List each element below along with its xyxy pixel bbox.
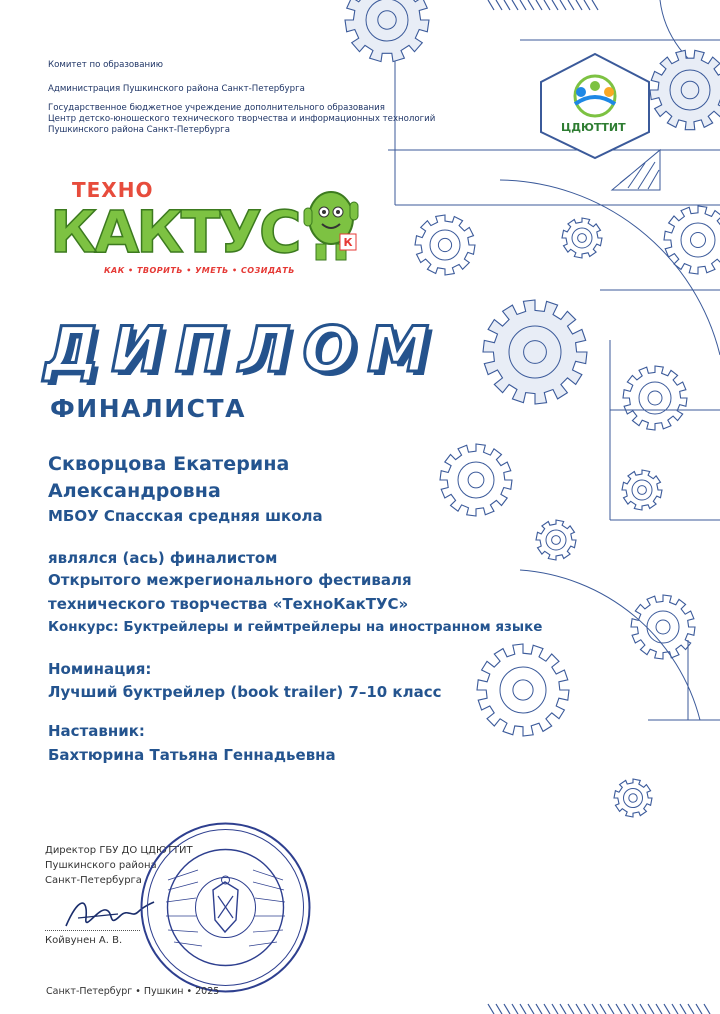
cactus-mascot-icon	[300, 180, 362, 268]
org-logo	[537, 52, 653, 160]
official-stamp	[138, 820, 313, 995]
festival-name-line2: технического творчества «ТехноКакТУС»	[48, 595, 409, 613]
header-institution-line1: Государственное бюджетное учреждение дополнительного образования	[48, 103, 385, 113]
signature-position-line1: Директор ГБУ ДО ЦДЮТТИТ	[45, 845, 193, 856]
festival-logo-main: КАКТУС	[50, 198, 299, 266]
recipient-name-line1: Скворцова Екатерина	[48, 453, 290, 475]
gear-icon	[415, 215, 475, 275]
header-committee: Комитет по образованию	[48, 60, 163, 70]
gear-icon	[477, 644, 569, 736]
header-institution-line2: Центр детско-юношеского технического творчества и информационных технологий	[48, 114, 436, 124]
gear-icon	[623, 366, 687, 430]
svg-text:К: К	[343, 236, 353, 249]
festival-name-line1: Открытого межрегионального фестиваля	[48, 571, 412, 589]
footer-place-year: Санкт-Петербург • Пушкин • 2025	[46, 986, 220, 997]
gear-icon	[562, 218, 602, 258]
festival-logo-slogan: КАК • ТВОРИТЬ • УМЕТЬ • СОЗИДАТЬ	[104, 266, 295, 275]
signature-position-line2: Пушкинского района	[45, 860, 157, 871]
recipient-name-line2: Александровна	[48, 480, 221, 502]
org-logo-label: ЦДЮТТИТ	[561, 121, 626, 134]
gear-icon	[664, 206, 720, 274]
signature-position-line3: Санкт-Петербурга	[45, 875, 142, 886]
gear-icon	[614, 779, 652, 817]
header-institution-line3: Пушкинского района Санкт-Петербурга	[48, 125, 230, 135]
signature-name: Койвунен А. В.	[45, 935, 123, 946]
mentor-name: Бахтюрина Татьяна Геннадьевна	[48, 746, 336, 764]
mentor-label: Наставник:	[48, 722, 145, 740]
gear-icon	[622, 470, 662, 510]
gear-icon	[631, 595, 695, 659]
nomination-value: Лучший буктрейлер (book trailer) 7–10 класс	[48, 683, 442, 701]
recipient-school: МБОУ Спасская средняя школа	[48, 507, 323, 525]
gear-icon	[345, 0, 429, 62]
gear-icon	[536, 520, 576, 560]
header-administration: Администрация Пушкинского района Санкт-Петербурга	[48, 84, 305, 94]
festival-logo	[50, 178, 370, 283]
diploma-title: ДИПЛОМ	[44, 313, 441, 386]
nomination-label: Номинация:	[48, 660, 152, 678]
contest-name: Конкурс: Буктрейлеры и геймтрейлеры на иностранном языке	[48, 619, 543, 635]
status-text: являлся (ась) финалистом	[48, 549, 278, 567]
gear-icon	[440, 444, 512, 516]
gear-icon	[650, 50, 720, 129]
gear-icon	[483, 300, 587, 404]
festival-logo-top: ТЕХНО	[72, 178, 154, 202]
diploma-subtitle: ФИНАЛИСТА	[50, 394, 246, 423]
